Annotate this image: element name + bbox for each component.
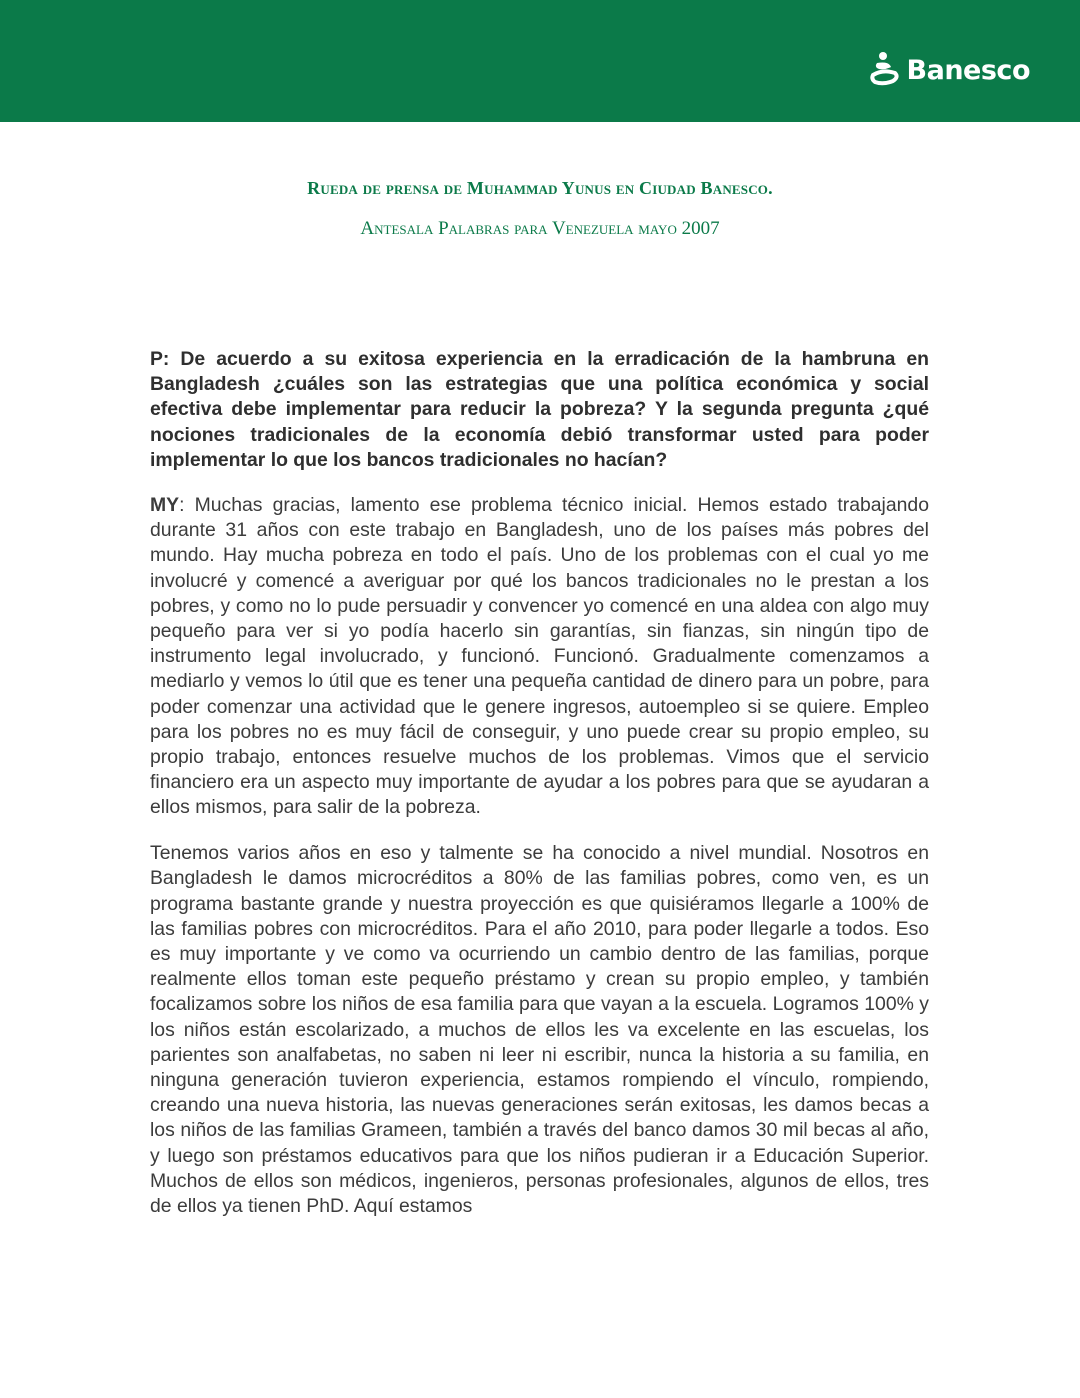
question-paragraph: P: De acuerdo a su exitosa experiencia en la erradicación de la hambruna en Bangladesh ¿cuáles son las estrategias que una política económica y social efectiva debe implementar para reducir la pobreza? Y la segunda pregunta ¿qué nociones tradicionales de la economía debió transformar usted para poder implementar lo que los bancos tradicionales no hacían?: [150, 348, 929, 471]
answer-speaker: MY: [150, 494, 180, 517]
document-subtitle: Antesala Palabras para Venezuela mayo 2007: [360, 218, 720, 239]
brand-logo: [869, 50, 1030, 90]
body-paragraph: Tenemos varios años en eso y talmente se ha conocido a nivel mundial. Nosotros en Bangladesh le damos microcréditos a 80% de las familias pobres, como ven, es un programa bastante grande y nuestra proyección es que quisiéramos llegarle a 100% de las familias pobres con microcréditos. Para el año 2010, para poder llegarle a todos. Eso es muy importante y ve como va ocurriendo un cambio dentro de las familias, porque realmente ellos toman este pequeño préstamo y crean su propio empleo, y también focalizamos sobre los niños de esa familia para que vayan a la escuela. Logramos 100% y los niños están escolarizado, a muchos de ellos les va excelente en las escuelas, los parientes son analfabetas, no saben ni leer ni escribir, nunca la historia a su familia, en ninguna generación tuvieron experiencia, estamos rompiendo el vínculo, rompiendo, creando una nueva historia, las nuevas generaciones serán exitosas, les damos becas a los niños de las familias Grameen, también a través del banco damos 30 mil becas al año, y luego son préstamos educativos para que los niños pudieran ir a Educación Superior. Muchos de ellos son médicos, ingenieros, personas profesionales, algunos de ellos, tres de ellos ya tienen PhD. Aquí estamos: [150, 842, 929, 1217]
brand-name: Banesco: [906, 54, 1030, 86]
document-body: [150, 347, 929, 1219]
banesco-logo-icon: [869, 51, 903, 89]
header-bar: [0, 0, 1080, 122]
answer-text: : Muchas gracias, lamento ese problema técnico inicial. Hemos estado trabajando durante 31 años con este trabajo en Bangladesh, uno de los países más pobres del mundo. Hay mucha pobreza en todo el país. Uno de los problemas con el cual yo me involucré y comencé a averiguar por qué los bancos tradicionales no le prestan a los pobres, y como no lo pude persuadir y convencer yo comencé en una aldea con algo muy pequeño para ver si yo podía hacerlo sin garantías, sin fianzas, sin ningún tipo de instrumento legal involucrado, y funcionó. Funcionó. Gradualmente comenzamos a mediarlo y vemos lo útil que es tener una pequeña cantidad de dinero para un pobre, para poder comenzar una actividad que le genere ingresos, autoempleo si se quiere. Empleo para los pobres no es muy fácil de conseguir, y uno puede crear su propio empleo, su propio trabajo, entonces resuelve muchos de los problemas. Vimos que el servicio financiero era un aspecto muy importante de ayudar a los pobres para que se ayudaran a ellos mismos, para salir de la pobreza.: [150, 494, 929, 819]
document-title: Rueda de prensa de Muhammad Yunus en Ciudad Banesco.: [307, 178, 773, 198]
answer-paragraph: [150, 493, 929, 821]
